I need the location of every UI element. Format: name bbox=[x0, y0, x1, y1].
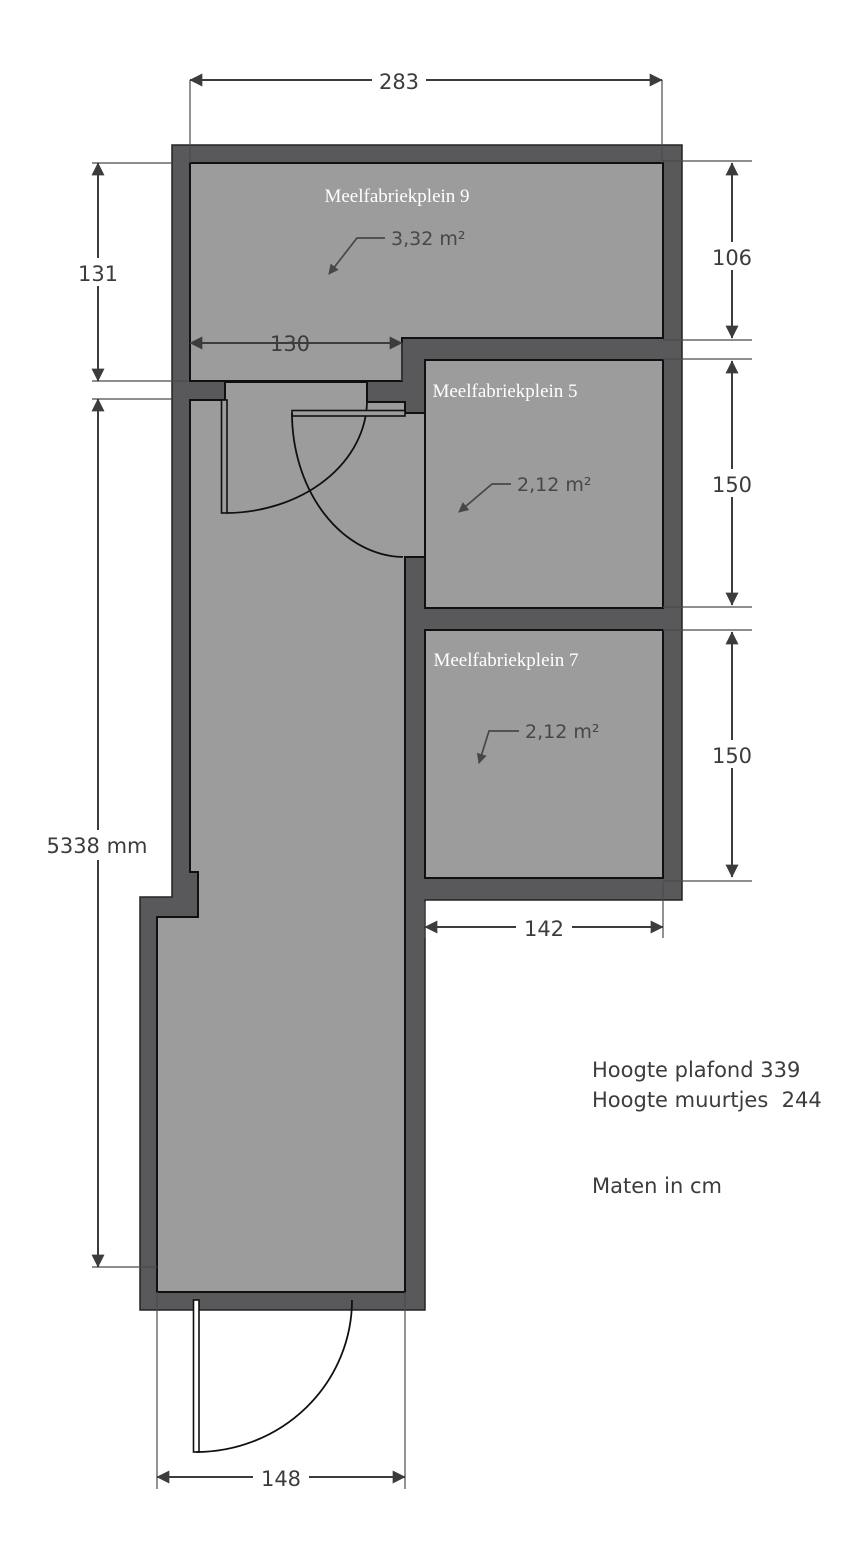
room-5-name: Meelfabriekplein 5 bbox=[432, 381, 578, 402]
room-9-name: Meelfabriekplein 9 bbox=[324, 186, 470, 207]
note-units: Maten in cm bbox=[592, 1174, 722, 1198]
door-leaf bbox=[194, 1300, 200, 1452]
dim-label-131: 131 bbox=[77, 262, 119, 286]
room-7-name: Meelfabriekplein 7 bbox=[433, 650, 579, 671]
dim-label-5338: 5338 mm bbox=[46, 834, 148, 858]
dimension-left-upper bbox=[70, 163, 188, 381]
note-wall-height: Hoogte muurtjes 244 bbox=[592, 1088, 822, 1112]
dim-label-150b: 150 bbox=[711, 744, 753, 768]
door-entrance bbox=[194, 1300, 353, 1452]
room-9-area: 3,32 m² bbox=[391, 228, 466, 250]
dim-label-148: 148 bbox=[260, 1467, 302, 1491]
dim-label-130: 130 bbox=[269, 332, 311, 356]
door-leaf bbox=[222, 400, 228, 513]
dim-label-150a: 150 bbox=[711, 473, 753, 497]
notes-block bbox=[592, 1058, 822, 1198]
corridor-floor bbox=[157, 382, 425, 1292]
room-7-area: 2,12 m² bbox=[525, 721, 600, 743]
note-ceiling-height: Hoogte plafond 339 bbox=[592, 1058, 801, 1082]
door-leaf bbox=[292, 411, 405, 417]
dim-label-142: 142 bbox=[523, 917, 565, 941]
dim-label-106: 106 bbox=[711, 246, 753, 270]
door-swing-arc bbox=[196, 1300, 352, 1452]
dim-label-283: 283 bbox=[378, 70, 420, 94]
room-5-area: 2,12 m² bbox=[517, 474, 592, 496]
